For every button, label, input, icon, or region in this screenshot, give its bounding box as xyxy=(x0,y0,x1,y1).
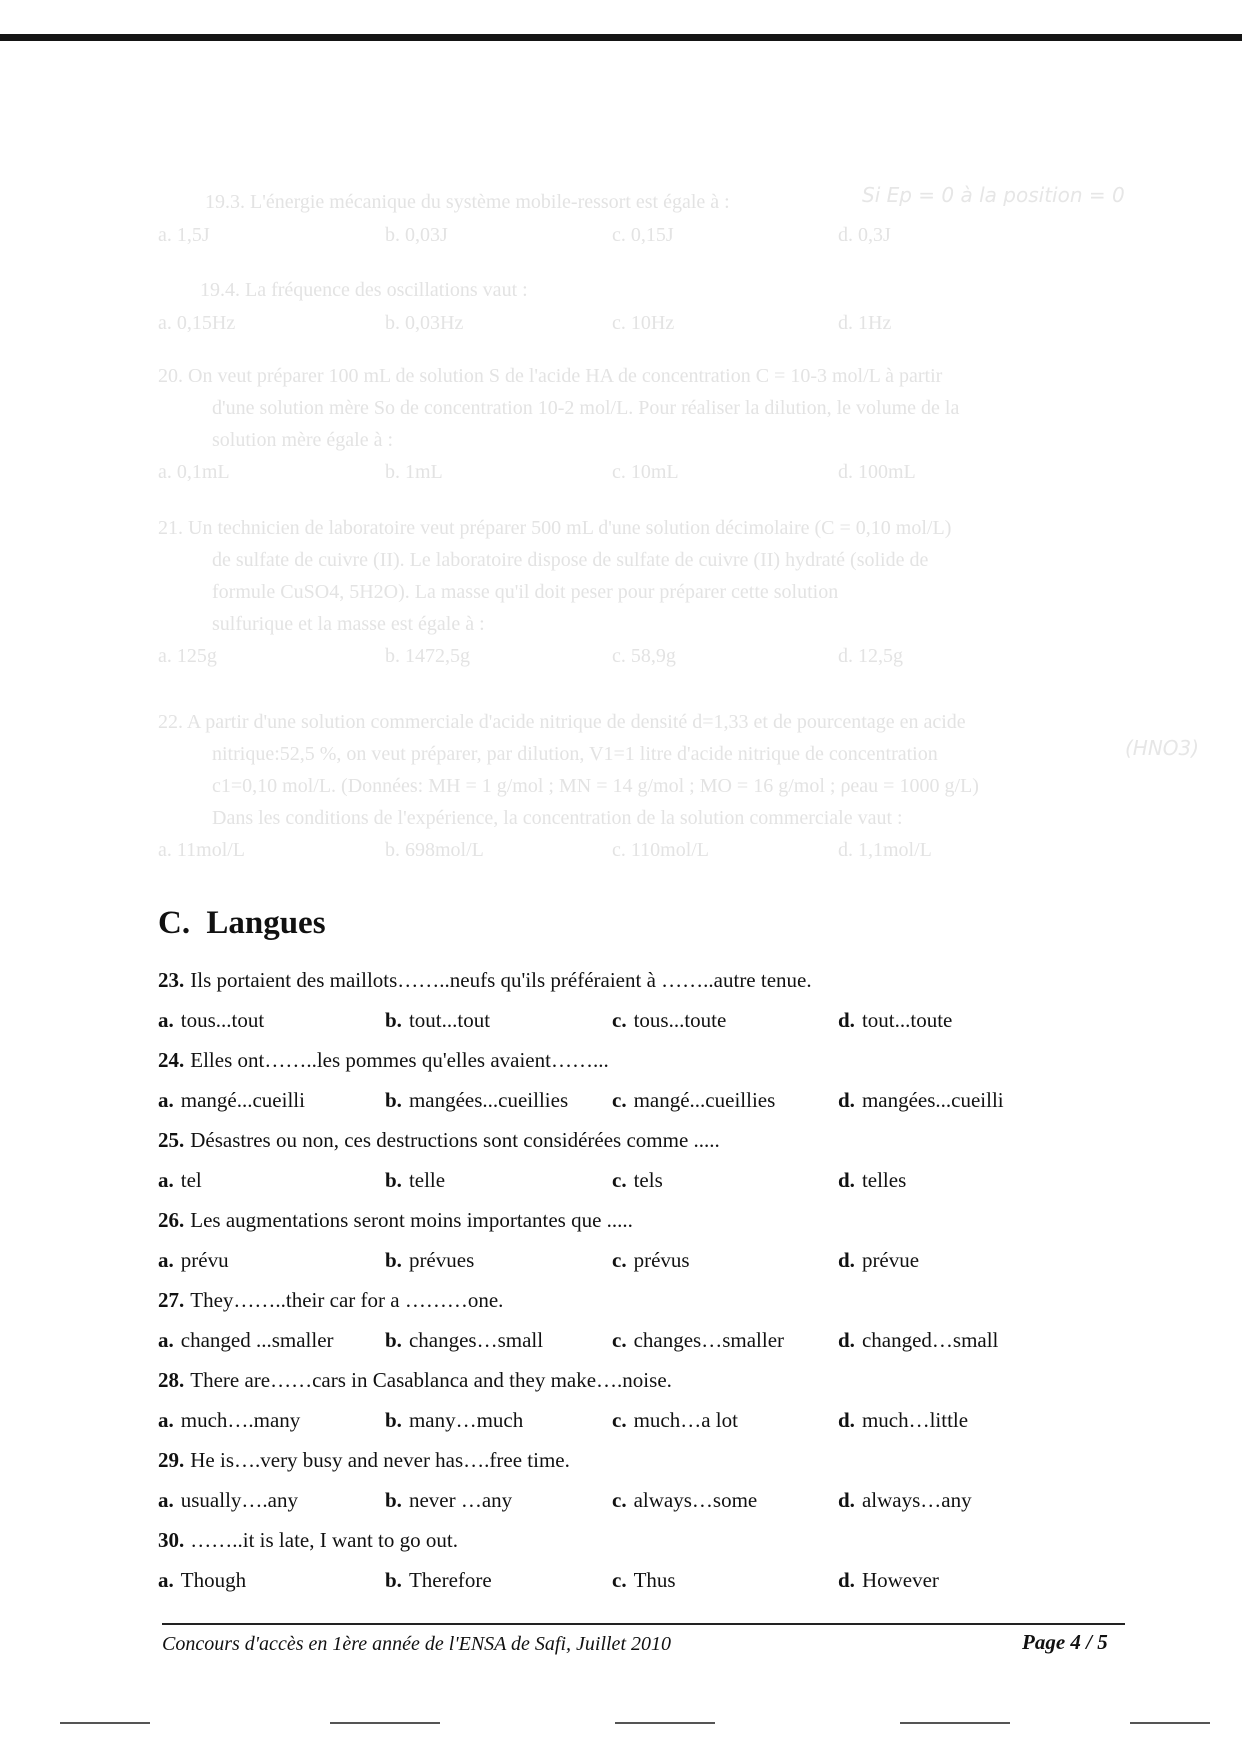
bottom-dash xyxy=(615,1722,715,1724)
faded-option: d. 12,5g xyxy=(838,645,903,667)
faded-option: c. 0,15J xyxy=(612,224,674,246)
question-number: 25. xyxy=(158,1128,185,1152)
option-letter: a. xyxy=(158,1008,174,1032)
faded-option: c. 10mL xyxy=(612,461,679,483)
option-text: However xyxy=(861,1568,939,1592)
option-text: prévues xyxy=(408,1248,475,1272)
question-29 xyxy=(158,1448,570,1473)
question-text: There are……cars in Casablanca and they make….noise. xyxy=(190,1368,672,1392)
faded-option: a. 125g xyxy=(158,645,217,667)
faded-q22-line: nitrique:52,5 %, on veut préparer, par dilution, V1=1 litre d'acide nitrique de concentration xyxy=(212,743,938,765)
question-number: 30. xyxy=(158,1528,185,1552)
section-heading xyxy=(158,905,326,942)
faded-q21-line: sulfurique et la masse est égale à : xyxy=(212,613,485,635)
option-text: Though xyxy=(180,1568,247,1592)
option-letter: d. xyxy=(838,1168,855,1192)
answer-option xyxy=(612,1568,676,1593)
option-letter: a. xyxy=(158,1568,174,1592)
option-text: changes…smaller xyxy=(633,1328,785,1352)
option-text: tout...tout xyxy=(408,1008,491,1032)
faded-q21-line: de sulfate de cuivre (II). Le laboratoire dispose de sulfate de cuivre (II) hydraté (solide de xyxy=(212,549,929,571)
option-letter: b. xyxy=(385,1248,402,1272)
option-text: changes…small xyxy=(408,1328,544,1352)
faded-option: c. 110mol/L xyxy=(612,839,710,861)
answer-option xyxy=(838,1008,952,1033)
option-text: mangées...cueillies xyxy=(408,1088,569,1112)
option-text: usually….any xyxy=(180,1488,298,1512)
option-letter: d. xyxy=(838,1008,855,1032)
faded-q22-line: 22. A partir d'une solution commerciale d'acide nitrique de densité d=1,33 et de pourcentage en acide xyxy=(158,711,966,733)
section-letter: C. xyxy=(158,905,191,941)
question-27 xyxy=(158,1288,503,1313)
option-text: mangé...cueilli xyxy=(180,1088,305,1112)
option-letter: d. xyxy=(838,1408,855,1432)
bottom-dash xyxy=(60,1722,150,1724)
question-28 xyxy=(158,1368,672,1393)
option-letter: d. xyxy=(838,1488,855,1512)
option-text: many…much xyxy=(408,1408,524,1432)
faded-q22-line: c1=0,10 mol/L. (Données: MH = 1 g/mol ; MN = 14 g/mol ; MO = 16 g/mol ; ρeau = 1000 g/L) xyxy=(212,775,979,797)
question-24 xyxy=(158,1048,609,1073)
question-23 xyxy=(158,968,812,993)
answer-option xyxy=(385,1568,492,1593)
faded-option: b. 1472,5g xyxy=(385,645,470,667)
option-letter: b. xyxy=(385,1008,402,1032)
answer-option xyxy=(612,1488,757,1513)
faded-option: c. 10Hz xyxy=(612,312,675,334)
option-text: prévue xyxy=(861,1248,920,1272)
faded-q19-3-stem: 19.3. L'énergie mécanique du système mobile-ressort est égale à : xyxy=(205,191,730,213)
answer-option xyxy=(158,1408,300,1433)
faded-option: d. 1Hz xyxy=(838,312,892,334)
option-letter: b. xyxy=(385,1328,402,1352)
answer-option xyxy=(158,1328,334,1353)
option-text: changed ...smaller xyxy=(180,1328,334,1352)
answer-option xyxy=(612,1328,784,1353)
answer-option xyxy=(838,1168,906,1193)
option-letter: c. xyxy=(612,1088,627,1112)
answer-option xyxy=(838,1088,1004,1113)
option-letter: c. xyxy=(612,1488,627,1512)
option-text: never …any xyxy=(408,1488,513,1512)
option-letter: a. xyxy=(158,1488,174,1512)
faded-option: a. 0,15Hz xyxy=(158,312,236,334)
faded-q20-line: d'une solution mère So de concentration 10-2 mol/L. Pour réaliser la dilution, le volume de la xyxy=(212,397,960,419)
option-text: mangé...cueillies xyxy=(633,1088,776,1112)
option-letter: a. xyxy=(158,1088,174,1112)
option-text: much….many xyxy=(180,1408,301,1432)
question-text: Les augmentations seront moins importantes que ..... xyxy=(190,1208,633,1232)
answer-option xyxy=(385,1488,512,1513)
question-text: He is….very busy and never has….free time. xyxy=(190,1448,570,1472)
option-text: tel xyxy=(180,1168,202,1192)
option-letter: c. xyxy=(612,1328,627,1352)
top-rule xyxy=(0,34,1242,41)
faded-q20-line: solution mère égale à : xyxy=(212,429,394,451)
option-letter: c. xyxy=(612,1568,627,1592)
answer-option xyxy=(385,1408,523,1433)
faded-option: d. 0,3J xyxy=(838,224,891,246)
faded-q21-line: 21. Un technicien de laboratoire veut préparer 500 mL d'une solution décimolaire (C = 0,10 mol/L) xyxy=(158,517,952,539)
option-letter: d. xyxy=(838,1328,855,1352)
answer-option xyxy=(158,1568,246,1593)
option-text: prévus xyxy=(633,1248,690,1272)
answer-option xyxy=(385,1248,474,1273)
option-letter: c. xyxy=(612,1168,627,1192)
faded-option: a. 0,1mL xyxy=(158,461,230,483)
question-text: They……..their car for a ………one. xyxy=(190,1288,504,1312)
option-text: tels xyxy=(633,1168,663,1192)
option-text: tous...toute xyxy=(633,1008,727,1032)
question-number: 26. xyxy=(158,1208,185,1232)
answer-option xyxy=(385,1088,568,1113)
answer-option xyxy=(385,1008,490,1033)
question-26 xyxy=(158,1208,633,1233)
option-letter: a. xyxy=(158,1408,174,1432)
option-text: telle xyxy=(408,1168,446,1192)
faded-option: d. 1,1mol/L xyxy=(838,839,932,861)
faded-option: c. 58,9g xyxy=(612,645,676,667)
option-text: tous...tout xyxy=(180,1008,265,1032)
option-text: telles xyxy=(861,1168,907,1192)
faded-option: b. 698mol/L xyxy=(385,839,484,861)
question-30 xyxy=(158,1528,458,1553)
question-text: Ils portaient des maillots……..neufs qu'ils préféraient à ……..autre tenue. xyxy=(190,968,812,992)
faded-q21-line: formule CuSO4, 5H2O). La masse qu'il doit peser pour préparer cette solution xyxy=(212,581,839,603)
answer-option xyxy=(612,1168,663,1193)
answer-option xyxy=(838,1328,998,1353)
question-number: 24. xyxy=(158,1048,185,1072)
answer-option xyxy=(158,1248,229,1273)
faded-option: a. 1,5J xyxy=(158,224,210,246)
faded-handwritten-note: Si Ep = 0 à la position = 0 xyxy=(862,183,1125,207)
faded-q19-4-stem: 19.4. La fréquence des oscillations vaut : xyxy=(200,279,528,301)
bottom-dash xyxy=(330,1722,440,1724)
answer-option xyxy=(838,1408,968,1433)
option-letter: c. xyxy=(612,1408,627,1432)
footer-exam-title: Concours d'accès en 1ère année de l'ENSA de Safi, Juillet 2010 xyxy=(162,1633,671,1655)
question-number: 28. xyxy=(158,1368,185,1392)
faded-option: a. 11mol/L xyxy=(158,839,246,861)
option-letter: d. xyxy=(838,1088,855,1112)
faded-option: b. 0,03J xyxy=(385,224,448,246)
faded-q22-line: Dans les conditions de l'expérience, la concentration de la solution commerciale vaut : xyxy=(212,807,903,829)
option-letter: d. xyxy=(838,1248,855,1272)
section-title: Langues xyxy=(206,905,326,941)
footer-rule xyxy=(162,1623,1125,1625)
answer-option xyxy=(838,1248,919,1273)
option-text: Thus xyxy=(633,1568,676,1592)
faded-option: b. 0,03Hz xyxy=(385,312,464,334)
option-letter: a. xyxy=(158,1248,174,1272)
option-text: mangées...cueilli xyxy=(861,1088,1004,1112)
option-letter: d. xyxy=(838,1568,855,1592)
question-text: Elles ont……..les pommes qu'elles avaient……... xyxy=(190,1048,609,1072)
answer-option xyxy=(158,1088,305,1113)
answer-option xyxy=(612,1088,775,1113)
answer-option xyxy=(612,1008,726,1033)
option-text: prévu xyxy=(180,1248,229,1272)
option-letter: c. xyxy=(612,1248,627,1272)
answer-option xyxy=(385,1328,543,1353)
faded-option: d. 100mL xyxy=(838,461,916,483)
option-letter: b. xyxy=(385,1088,402,1112)
option-text: changed…small xyxy=(861,1328,999,1352)
question-25 xyxy=(158,1128,720,1153)
answer-option xyxy=(612,1248,690,1273)
option-letter: b. xyxy=(385,1408,402,1432)
page-number: Page 4 / 5 xyxy=(1022,1630,1108,1654)
option-letter: b. xyxy=(385,1568,402,1592)
option-text: always…any xyxy=(861,1488,972,1512)
answer-option xyxy=(612,1408,738,1433)
option-text: tout...toute xyxy=(861,1008,953,1032)
option-text: always…some xyxy=(633,1488,758,1512)
faded-handwritten-note: (HNO3) xyxy=(1125,736,1200,760)
faded-option: b. 1mL xyxy=(385,461,443,483)
bottom-dash xyxy=(1130,1722,1210,1724)
option-text: much…a lot xyxy=(633,1408,738,1432)
option-letter: a. xyxy=(158,1328,174,1352)
answer-option xyxy=(158,1008,264,1033)
option-letter: b. xyxy=(385,1168,402,1192)
answer-option xyxy=(158,1488,298,1513)
question-text: Désastres ou non, ces destructions sont considérées comme ..... xyxy=(190,1128,720,1152)
question-text: ……..it is late, I want to go out. xyxy=(190,1528,458,1552)
question-number: 23. xyxy=(158,968,185,992)
option-letter: c. xyxy=(612,1008,627,1032)
question-number: 27. xyxy=(158,1288,185,1312)
option-text: much…little xyxy=(861,1408,969,1432)
answer-option xyxy=(838,1568,939,1593)
option-letter: a. xyxy=(158,1168,174,1192)
answer-option xyxy=(838,1488,972,1513)
answer-option xyxy=(385,1168,445,1193)
option-letter: b. xyxy=(385,1488,402,1512)
bottom-dash xyxy=(900,1722,1010,1724)
question-number: 29. xyxy=(158,1448,185,1472)
faded-q20-line: 20. On veut préparer 100 mL de solution S de l'acide HA de concentration C = 10-3 mol/L à partir xyxy=(158,365,943,387)
answer-option xyxy=(158,1168,202,1193)
option-text: Therefore xyxy=(408,1568,492,1592)
